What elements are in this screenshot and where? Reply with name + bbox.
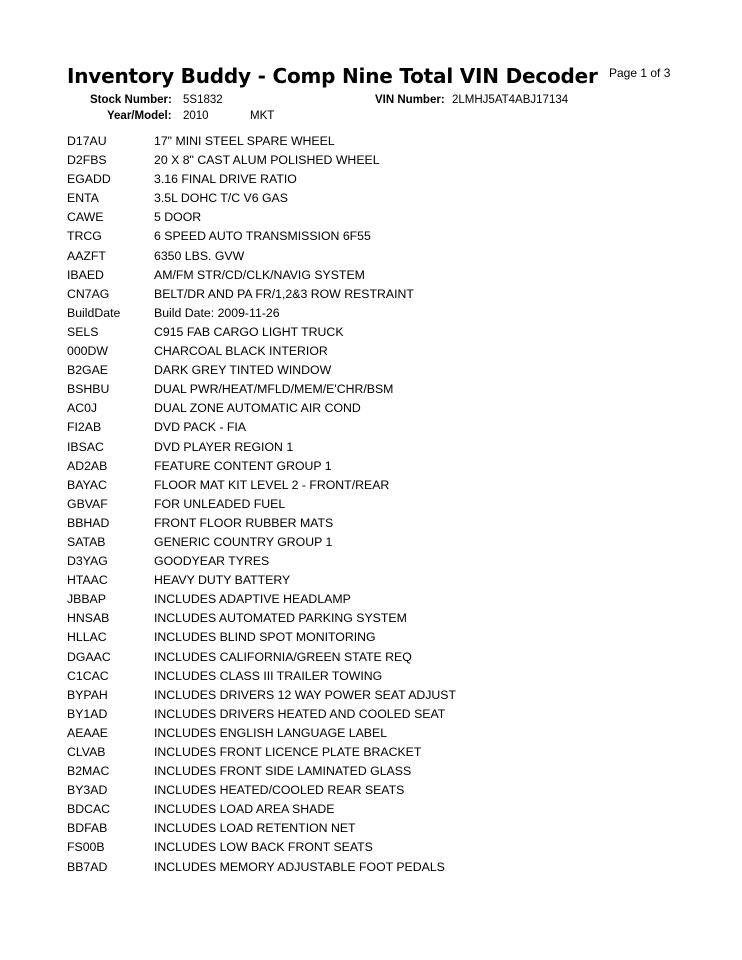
list-item (67, 762, 667, 781)
option-code: AEAAE (67, 725, 109, 740)
list-item (67, 858, 667, 877)
option-description: INCLUDES LOW BACK FRONT SEATS (154, 840, 373, 855)
option-code: BDFAB (67, 821, 108, 836)
option-description: C915 FAB CARGO LIGHT TRUCK (154, 324, 344, 339)
option-code: ENTA (67, 191, 99, 206)
option-code: BuildDate (67, 305, 121, 320)
option-description: DARK GREY TINTED WINDOW (154, 363, 332, 378)
list-item (67, 838, 667, 857)
option-code: JBBAP (67, 592, 106, 607)
option-description: DVD PACK - FIA (154, 420, 247, 435)
list-item (67, 151, 667, 170)
model-value: MKT (250, 110, 275, 122)
option-code: SATAB (67, 534, 106, 549)
option-description: INCLUDES LOAD AREA SHADE (154, 802, 335, 817)
option-description: 5 DOOR (154, 210, 202, 225)
option-code: D2FBS (67, 153, 107, 168)
list-item (67, 609, 667, 628)
option-description: 3.16 FINAL DRIVE RATIO (154, 172, 297, 187)
list-item (67, 628, 667, 647)
list-item (67, 380, 667, 399)
list-item (67, 323, 667, 342)
option-description: INCLUDES FRONT LICENCE PLATE BRACKET (154, 745, 422, 759)
option-description: 3.5L DOHC T/C V6 GAS (154, 191, 288, 206)
list-item (67, 304, 667, 323)
year-model-label: Year/Model: (107, 110, 172, 122)
list-item (67, 476, 667, 495)
option-code: C1CAC (67, 668, 109, 683)
option-description: INCLUDES ENGLISH LANGUAGE LABEL (154, 725, 388, 740)
list-item (67, 361, 667, 380)
option-code: BY1AD (67, 706, 108, 721)
page-title: Inventory Buddy - Comp Nine Total VIN Decoder (67, 64, 598, 88)
option-description: INCLUDES DRIVERS 12 WAY POWER SEAT ADJUST (154, 687, 457, 702)
list-item (67, 438, 667, 457)
option-description: FRONT FLOOR RUBBER MATS (154, 515, 334, 530)
list-item (67, 533, 667, 552)
option-code: HNSAB (67, 611, 110, 626)
list-item (67, 247, 667, 266)
option-code: AD2AB (67, 458, 108, 473)
option-description: 6350 LBS. GVW (154, 248, 245, 263)
list-item (67, 819, 667, 838)
option-description: Build Date: 2009-11-26 (154, 305, 280, 320)
option-description: DUAL PWR/HEAT/MFLD/MEM/E'CHR/BSM (154, 382, 394, 397)
option-description: FLOOR MAT KIT LEVEL 2 - FRONT/REAR (154, 477, 390, 492)
option-description: AM/FM STR/CD/CLK/NAVIG SYSTEM (154, 267, 365, 282)
option-code: FI2AB (67, 420, 102, 435)
list-item (67, 514, 667, 533)
option-code: D3YAG (67, 554, 108, 569)
option-description: INCLUDES AUTOMATED PARKING SYSTEM (154, 611, 407, 626)
stock-number-label: Stock Number: (90, 94, 172, 106)
option-code: HTAAC (67, 573, 108, 588)
option-code: CN7AG (67, 286, 110, 301)
option-code: BBHAD (67, 515, 110, 530)
list-item (67, 552, 667, 571)
option-description: INCLUDES BLIND SPOT MONITORING (154, 630, 376, 645)
list-item (67, 170, 667, 189)
vin-number-label: VIN Number: (375, 94, 445, 106)
list-item (67, 227, 667, 246)
option-code: IBAED (67, 267, 104, 282)
option-description: FEATURE CONTENT GROUP 1 (154, 458, 332, 473)
option-description: GOODYEAR TYRES (154, 554, 270, 569)
option-description: 17" MINI STEEL SPARE WHEEL (154, 134, 335, 148)
option-code: D17AU (67, 134, 107, 148)
list-item (67, 724, 667, 743)
option-description: 6 SPEED AUTO TRANSMISSION 6F55 (154, 229, 371, 244)
option-code: B2GAE (67, 363, 109, 378)
list-item (67, 189, 667, 208)
option-description: INCLUDES LOAD RETENTION NET (154, 821, 356, 836)
option-code: TRCG (67, 229, 102, 244)
list-item (67, 208, 667, 227)
list-item (67, 457, 667, 476)
option-code: DGAAC (67, 649, 111, 664)
list-item (67, 781, 667, 800)
option-description: 20 X 8" CAST ALUM POLISHED WHEEL (154, 153, 380, 168)
list-item (67, 648, 667, 667)
option-description: INCLUDES CLASS III TRAILER TOWING (154, 668, 383, 683)
list-item (67, 399, 667, 418)
option-code: BSHBU (67, 382, 110, 397)
option-description: INCLUDES DRIVERS HEATED AND COOLED SEAT (154, 706, 446, 721)
option-description: INCLUDES MEMORY ADJUSTABLE FOOT PEDALS (154, 859, 445, 874)
option-code: BYPAH (67, 687, 108, 702)
list-item (67, 132, 667, 151)
option-description: INCLUDES FRONT SIDE LAMINATED GLASS (154, 764, 412, 779)
list-item (67, 686, 667, 705)
option-code: B2MAC (67, 764, 110, 779)
list-item (67, 495, 667, 514)
option-code: CAWE (67, 210, 104, 225)
option-description: HEAVY DUTY BATTERY (154, 573, 291, 588)
page-number: Page 1 of 3 (609, 66, 671, 80)
option-description: INCLUDES ADAPTIVE HEADLAMP (154, 592, 351, 607)
option-code: BAYAC (67, 477, 107, 492)
option-code: IBSAC (67, 439, 104, 454)
list-item (67, 266, 667, 285)
option-description: FOR UNLEADED FUEL (154, 496, 286, 511)
vin-number-value: 2LMHJ5AT4ABJ17134 (452, 94, 569, 106)
option-description: DUAL ZONE AUTOMATIC AIR COND (154, 401, 361, 416)
option-description: BELT/DR AND PA FR/1,2&3 ROW RESTRAINT (154, 286, 414, 301)
option-description: GENERIC COUNTRY GROUP 1 (154, 534, 333, 549)
year-value: 2010 (183, 110, 209, 122)
option-description: INCLUDES HEATED/COOLED REAR SEATS (154, 783, 405, 798)
list-item (67, 571, 667, 590)
option-code: 000DW (67, 344, 109, 359)
list-item (67, 705, 667, 724)
option-code: CLVAB (67, 745, 106, 759)
option-code-list (67, 132, 667, 877)
list-item (67, 590, 667, 609)
option-code: GBVAF (67, 496, 108, 511)
option-code: AC0J (67, 401, 98, 416)
option-code: EGADD (67, 172, 111, 187)
list-item (67, 667, 667, 686)
option-code: SELS (67, 324, 99, 339)
list-item (67, 342, 667, 361)
option-code: BB7AD (67, 859, 108, 874)
list-item (67, 418, 667, 437)
option-code: BDCAC (67, 802, 111, 817)
option-code: BY3AD (67, 783, 108, 798)
option-code: FS00B (67, 840, 105, 855)
option-code: AAZFT (67, 248, 106, 263)
stock-number-value: 5S1832 (183, 94, 223, 106)
option-description: DVD PLAYER REGION 1 (154, 439, 294, 454)
option-code: HLLAC (67, 630, 107, 645)
list-item (67, 285, 667, 304)
option-description: CHARCOAL BLACK INTERIOR (154, 344, 328, 359)
list-item (67, 743, 667, 762)
list-item (67, 800, 667, 819)
option-description: INCLUDES CALIFORNIA/GREEN STATE REQ (154, 649, 412, 664)
